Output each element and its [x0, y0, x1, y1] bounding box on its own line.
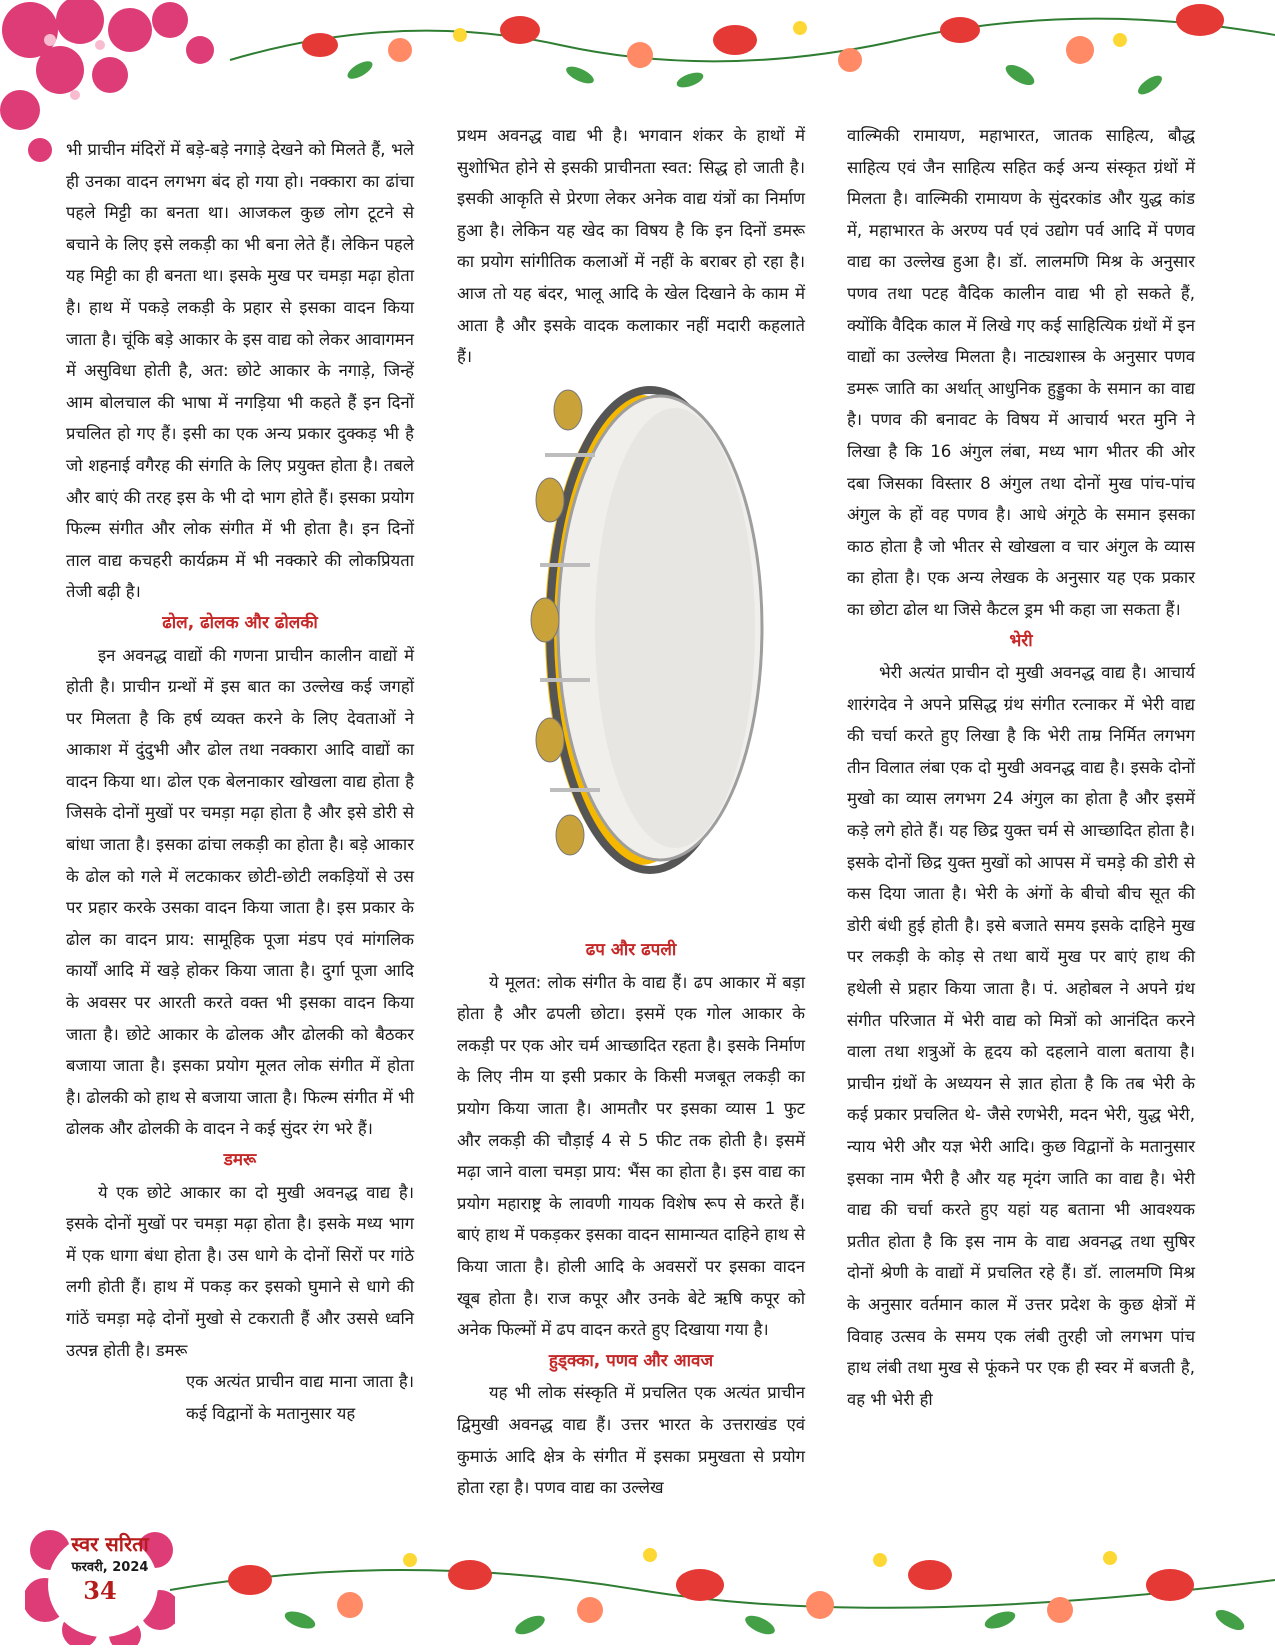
text-column-3	[847, 120, 1195, 1415]
paragraph-nakkara: भी प्राचीन मंदिरों में बड़े-बड़े नगाड़े देखने को मिलते हैं, भले ही उनका वादन लगभग बंद हो गया हो। नक्कारा का ढांचा पहले मिट्टी का बनता था। आजकल कुछ लोग टूटने से बचाने के लिए इसे लकड़ी का भी बना लेते हैं। लेकिन पहले यह मिट्टी का ही बनता था। इसके मुख पर चमड़ा मढ़ा होता है। हाथ में पकड़े लकड़ी के प्रहार से इसका वादन किया जाता है। चूंकि बड़े आकार के इस वाद्य को लेकर आवागमन में असुविधा होती है, अत: छोटे आकार के नगाड़े, जिन्हें आम बोलचाल की भाषा में नगड़िया भी कहते हैं इन दिनों प्रचलित हो गए हैं। इसी का एक अन्य प्रकार दुक्कड़ भी है जो शहनाई वगैरह की संगति के लिए प्रयुक्त होता है। तबले और बाएं की तरह इस के भी दो भाग होते हैं। इसका प्रयोग फिल्म संगीत और लोक संगीत में भी होता है। इन दिनों ताल वाद्य कचहरी कार्यक्रम में भी नक्कारे की लोकप्रियता तेजी बढ़ी है।	[66, 140, 414, 602]
magazine-name: स्वर सरिता	[71, 1532, 149, 1556]
bottom-floral-border	[0, 1520, 1275, 1650]
text-column-1	[66, 134, 414, 1429]
heading-dhol: ढोल, ढोलक और ढोलकी	[162, 612, 318, 633]
paragraph-panav: वाल्मिकी रामायण, महाभारत, जातक साहित्य, बौद्ध साहित्य एवं जैन साहित्य सहित कई अन्य संस्कृत ग्रंथों में मिलता है। वाल्मिकी रामायण के सुंदरकांड और युद्ध कांड में, महाभारत के अरण्य पर्व एवं उद्योग पर्व आदि में पणव वाद्य का उल्लेख हुआ है। डॉ. लालमणि मिश्र के अनुसार पणव तथा पटह वैदिक कालीन वाद्य भी हो सकते हैं, क्योंकि वैदिक काल में लिखे गए कई साहित्यिक ग्रंथों में इन वाद्यों का उल्लेख मिलता है। नाट्यशास्त्र के अनुसार पणव डमरू जाति का अर्थात् आधुनिक हुड्डुका के समान का वाद्य है। पणव की बनावट के विषय में आचार्य भरत मुनि ने लिखा है कि 16 अंगुल लंबा, मध्य भाग भीतर की ओर दबा जिसका विस्तार 8 अंगुल तथा दोनों मुख पांच-पांच अंगुल के हों वह पणव है। आधे अंगूठे के समान इसका काठ होता है जो भीतर से खोखला व चार अंगुल के व्यास का होता है। एक अन्य लेखक के अनुसार यह एक प्रकार का छोटा ढोल था जिसे कैटल ड्रम भी कहा जा सकता हैं।	[847, 126, 1195, 619]
paragraph-damru: ये एक छोटे आकार का दो मुखी अवनद्ध वाद्य है। इसके दोनों मुखों पर चमड़ा मढ़ा होता है। इसके मध्य भाग में एक धागा बंधा होता है। उस धागे के दोनों सिरों पर गांठे लगी होती हैं। हाथ में पकड़ कर इसको घुमाने से धागे की गांठें चमड़ा मढ़े दोनों मुखो से टकराती हैं और उससे ध्वनि उत्पन्न होती है। डमरू	[66, 1182, 414, 1360]
heading-hudukka: हुड्क्का, पणव और आवज	[548, 1350, 714, 1371]
issue-date: फरवरी, 2024	[71, 1560, 149, 1575]
paragraph-dhol: इन अवनद्ध वाद्यों की गणना प्राचीन कालीन वाद्यों में होती है। प्राचीन ग्रन्थों में इस बात का उल्लेख कई जगहों पर मिलता है कि हर्ष व्यक्त करने के लिए देवताओं ने आकाश में दुंदुभी और ढोल तथा नक्कारा आदि वाद्यों का वादन किया था। ढोल एक बेलनाकार खोखला वाद्य होता है जिसके दोनों मुखों पर चमड़ा मढ़ा होता है और इसे डोरी से बांधा जाता है। इसका ढांचा लकड़ी का होता है। बड़े आकार के ढोल को गले में लटकाकर छोटी-छोटी लकड़ियों से उस पर प्रहार करके उसका वादन किया जाता है। इस प्रकार के ढोल का वादन प्राय: सामूहिक पूजा मंडप एवं मांगलिक कार्यों आदि में खड़े होकर किया जाता है। दुर्गा पूजा आदि के अवसर पर आरती करते वक्त भी इसका वादन किया जाता है। छोटे आकार के ढोलक और ढोलकी को बैठकर बजाया जाता है। इसका प्रयोग मूलत लोक संगीत में होता है। ढोलकी को हाथ से बजाया जाता है। फिल्म संगीत में भी ढोलक और ढोलकी के वादन ने कई सुंदर रंग भरे हैं।	[66, 645, 414, 1139]
text-column-2-bottom	[457, 935, 805, 1504]
paragraph-bheri: भेरी अत्यंत प्राचीन दो मुखी अवनद्ध वाद्य है। आचार्य शारंगदेव ने अपने प्रसिद्ध ग्रंथ संगीत रत्नाकर में भेरी वाद्य की चर्चा करते हुए लिखा है कि भेरी ताम्र निर्मित लगभग तीन विलात लंबा एक दो मुखी अवनद्ध वाद्य है। इसके दोनों मुखो का व्यास लगभग 24 अंगुल का होता है और इसमें कड़े लगे होते हैं। यह छिद्र युक्त चर्म से आच्छादित होता है। इसके दोनों छिद्र युक्त मुखों को आपस में चमड़े की डोरी से कस दिया जाता है। भेरी के अंगों के बीचो बीच सूत की डोरी बंधी हुई होती है। इसे बजाते समय इसके दाहिने मुख पर लकड़ी के कोड़ से तथा बायें मुख पर बाएं हाथ की हथेली से प्रहार किया जाता है। पं. अहोबल ने अपने ग्रंथ संगीत परिजात में भेरी वाद्य को मित्रों को आनंदित करने वाला तथा शत्रुओं के हृदय को दहलाने वाला बताया है। प्राचीन ग्रंथों के अध्ययन से ज्ञात होता है कि तब भेरी के कई प्रकार प्रचलित थे- जैसे रणभेरी, मदन भेरी, युद्ध भेरी, न्याय भेरी और यज्ञ भेरी आदि। कुछ विद्वानों के मतानुसार इसका नाम भैरी है और यह मृदंग जाति का वाद्य है। भेरी वाद्य की चर्चा करते हुए यहां यह बताना भी आवश्यक प्रतीत होता है कि इस नाम के वाद्य अवनद्ध तथा सुषिर दोनों श्रेणी के वाद्यों में प्रचलित रहे हैं। डॉ. लालमणि मिश्र के अनुसार वर्तमान काल में उत्तर प्रदेश के कुछ क्षेत्रों में विवाह उत्सव के समय एक लंबी तुरही जो लगभग पांच हाथ लंबी तथा मुख से फूंकने पर एक ही स्वर में बजती है, वह भी भेरी ही	[847, 663, 1195, 1409]
paragraph-hudukka: यह भी लोक संस्कृति में प्रचलित एक अत्यंत प्राचीन द्विमुखी अवनद्ध वाद्य हैं। उत्तर भारत के उत्तराखंड एवं कुमाऊं आदि क्षेत्र के संगीत में इसका प्रमुखता से प्रयोग होता रहा है। पणव वाद्य का उल्लेख	[457, 1383, 805, 1498]
paragraph-damru-end: एक अत्यंत प्राचीन वाद्य माना जाता है। कई विद्वानों के मतानुसार यह	[186, 1372, 414, 1423]
paragraph-damru-continued: प्रथम अवनद्ध वाद्य भी है। भगवान शंकर के हाथों में सुशोभित होने से इसकी प्राचीनता स्वत: सिद्ध हो जाती है। इसकी आकृति से प्रेरणा लेकर अनेक वाद्य यंत्रों का निर्माण हुआ है। लेकिन यह खेद का विषय है कि इन दिनों डमरू का प्रयोग सांगीतिक कलाओं में नहीं के बराबर हो रहा है। आज तो यह बंदर, भालू आदि के खेल दिखाने के काम में आता है और इसके वादक कलाकार नहीं मदारी कहलाते हैं।	[457, 126, 805, 367]
paragraph-daf: ये मूलत: लोक संगीत के वाद्य हैं। ढप आकार में बड़ा होता है और ढपली छोटा। इसमें एक गोल आकार के लकड़ी पर एक ओर चर्म आच्छादित रहता है। इसके निर्माण के लिए नीम या इसी प्रकार के किसी मजबूत लकड़ी का प्रयोग किया जाता है। आमतौर पर इसका व्यास 1 फुट और लकड़ी की चौड़ाई 4 से 5 फीट तक होती है। इसमें मढ़ा जाने वाला चमड़ा प्राय: भैंस का होता है। इस वाद्य का प्रयोग महाराष्ट्र के लावणी गायक विशेष रूप से करते हैं। बाएं हाथ में पकड़कर इसका वादन सामान्यत दाहिने हाथ से किया जाता है। होली आदि के अवसरों पर इसका वादन खूब होता है। राज कपूर और उनके बेटे ऋषि कपूर को अनेक फिल्मों में ढप वादन करते हुए दिखाया गया है।	[457, 972, 805, 1340]
text-column-2-top	[457, 120, 805, 373]
heading-daf: ढप और ढपली	[585, 940, 677, 960]
heading-damru: डमरू	[223, 1150, 257, 1170]
page-number: 34	[83, 1576, 117, 1605]
heading-bheri: भेरी	[1009, 630, 1033, 651]
tambourine-image	[500, 380, 800, 880]
